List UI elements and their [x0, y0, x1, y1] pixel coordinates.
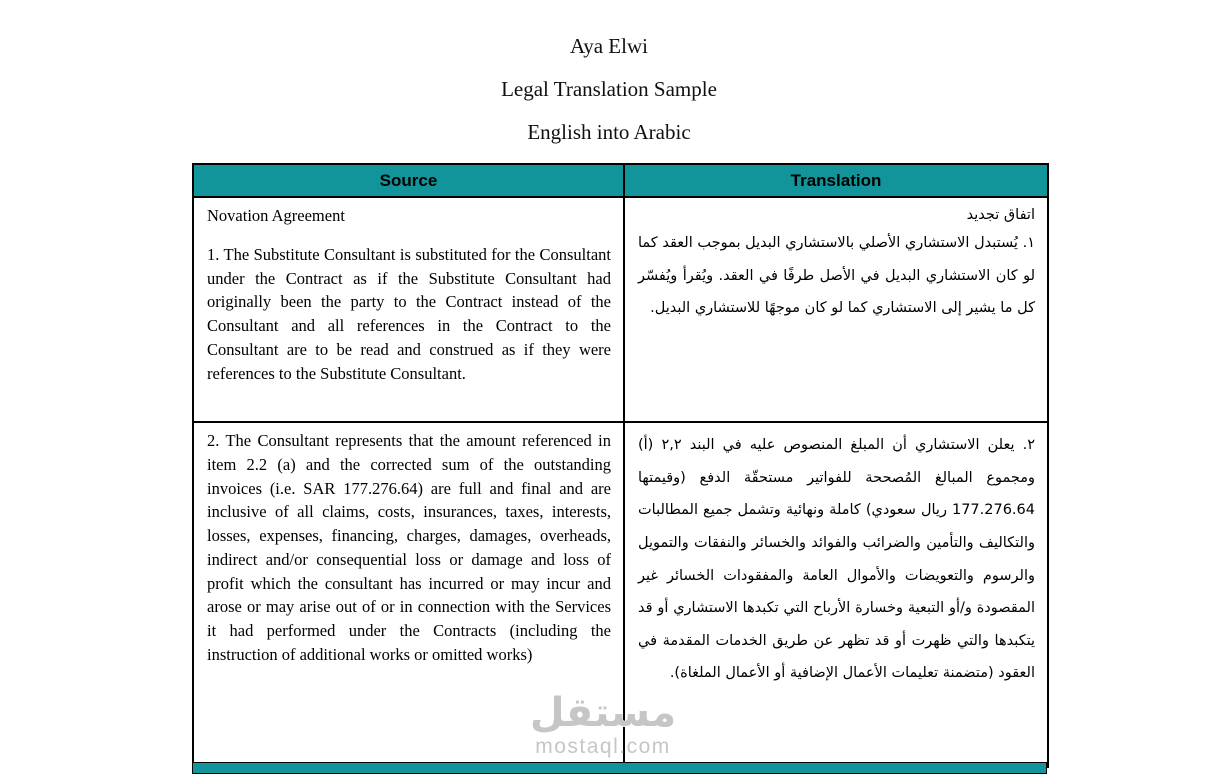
translation-table: [192, 163, 1049, 768]
document-header: [0, 36, 1218, 165]
translation-paragraph: ٢. يعلن الاستشاري أن المبلغ المنصوص عليه في البند ٢,٢ (أ) ومجموع المبالغ المُصححة للفواتير مستحقّة الدفع (وقيمتها 177.276.64 ريال سعودي) كاملة ونهائية وتشمل جميع المطالبات والتكاليف والتأمين والضرائب والفوائد والخسائر والنفقات والتمويل والرسوم والتعويضات والأموال العامة والمفقودات الخسائر غير المقصودة و/أو التبعية وخسارة الأرباح التي تكبدها الاستشاري أو قد يتكبدها والتي ظهرت أو قد تظهر عن طريق الخدمات المقدمة في العقود (متضمنة تعليمات الأعمال الإضافية أو الأعمال الملغاة).: [638, 437, 1035, 682]
document-title: Legal Translation Sample: [501, 77, 717, 101]
source-paragraph: 1. The Substitute Consultant is substituted for the Consultant under the Contract as if the Substitute Consultant had originally been the party to the Contract instead of the Consultant and all references in the Contract to the Consultant are to be read and construed as if they were references to the Substitute Consultant.: [207, 244, 611, 383]
source-cell: [193, 422, 624, 767]
source-heading: Novation Agreement: [207, 206, 345, 225]
table-row: [193, 422, 1048, 767]
author-name: Aya Elwi: [570, 34, 648, 58]
translation-cell: [624, 422, 1048, 767]
table-row: [193, 197, 1048, 422]
source-cell: [193, 197, 624, 422]
watermark-domain: mostaql.com: [535, 735, 671, 758]
source-paragraph: 2. The Consultant represents that the amount referenced in item 2.2 (a) and the corrected sum of the outstanding invoices (i.e. SAR 177.276.64) are full and final and are inclusive of all claims, costs, insurances, taxes, interests, losses, expenses, financing, charges, damages, overheads, indirect and/or consequential loss or damage and loss of profit which the consultant has incurred or may incur and arose or may arise out of or in connection with the Services it had performed under the Contracts (including the instruction of additional works or omitted works): [207, 431, 611, 664]
translation-cell: [624, 197, 1048, 422]
language-pair: English into Arabic: [527, 120, 691, 144]
watermark-arabic-logo: مستقل: [529, 690, 677, 736]
translation-heading: اتفاق تجديد: [966, 207, 1035, 223]
table-footer-bar: [192, 762, 1047, 774]
table-header-row: [193, 164, 1048, 197]
source-column-header: Source: [193, 164, 624, 197]
translation-paragraph: ١. يُستبدل الاستشاري الأصلي بالاستشاري البديل بموجب العقد كما لو كان الاستشاري البديل في الأصل طرفًا في العقد. ويُقرأ ويُفسّر كل ما يشير إلى الاستشاري كما لو كان موجهًا للاستشاري البديل.: [638, 235, 1035, 317]
translation-column-header: Translation: [624, 164, 1048, 197]
